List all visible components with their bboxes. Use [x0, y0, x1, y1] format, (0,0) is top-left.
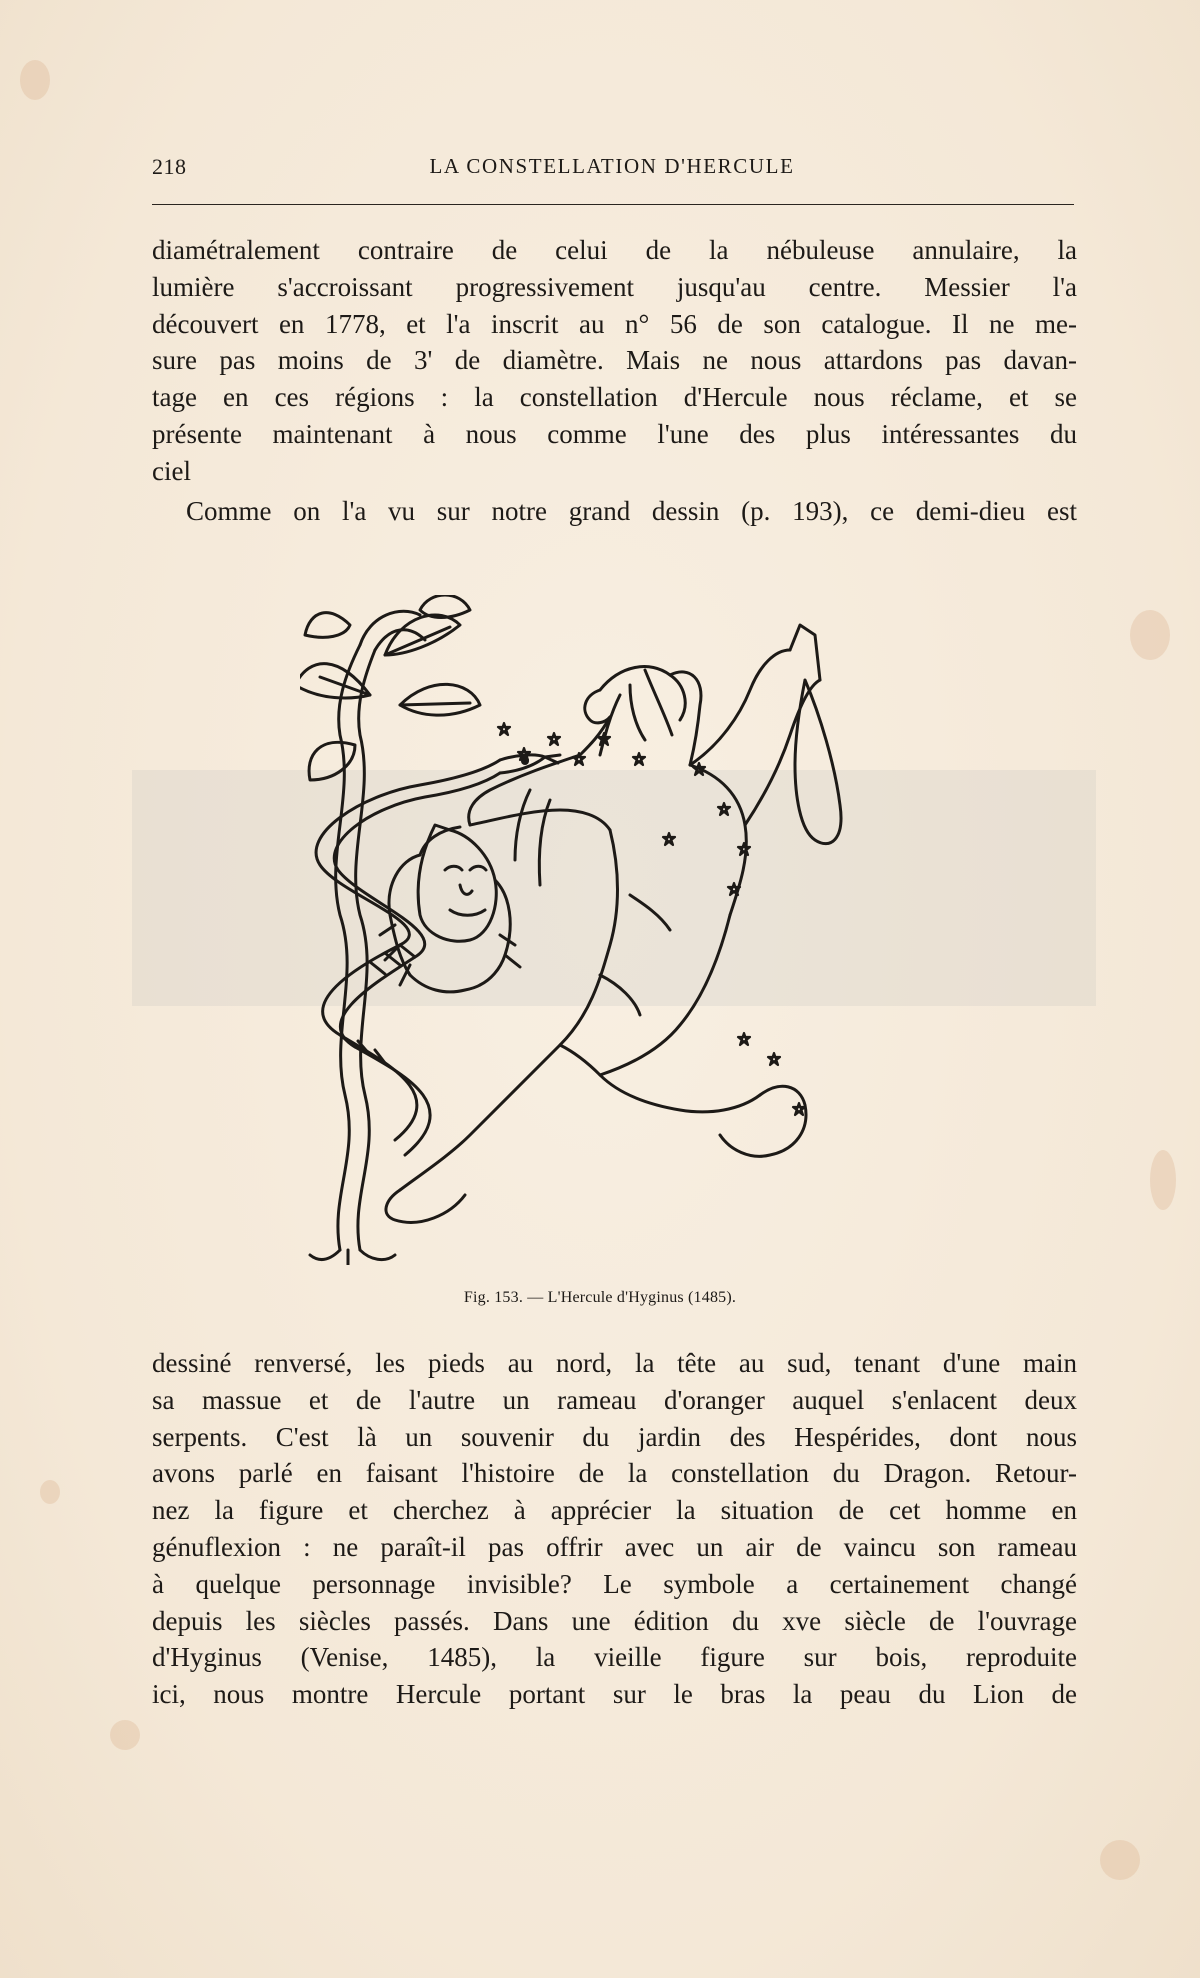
foxing-stain	[20, 60, 50, 100]
text-line: sa massue et de l'autre un rameau d'oranger auquel s'enlacent deux	[152, 1384, 1077, 1415]
text-line: découvert en 1778, et l'a inscrit au n° 56 de son catalogue. Il ne me-	[152, 308, 1077, 339]
text-line: diamétralement contraire de celui de la nébuleuse annulaire, la	[152, 235, 1077, 265]
constellation-stars	[498, 723, 805, 1115]
text-line: sure pas moins de 3' de diamètre. Mais ne nous attardons pas davan-	[152, 345, 1077, 376]
text-line: ciel	[152, 455, 191, 486]
foxing-stain	[1100, 1840, 1140, 1880]
text-line: tage en ces régions : la constellation d'Hercule nous réclame, et se	[152, 382, 1077, 413]
page-header	[152, 150, 1072, 190]
foxing-stain	[1130, 610, 1170, 660]
foxing-stain	[110, 1720, 140, 1750]
text-line: depuis les siècles passés. Dans une édition du xve siècle de l'ouvrage	[152, 1605, 1077, 1636]
text-line: nez la figure et cherchez à apprécier la situation de cet homme en	[152, 1495, 1077, 1526]
paragraph-2	[152, 493, 1077, 530]
text-line: dessiné renversé, les pieds au nord, la tête au sud, tenant d'une main	[152, 1348, 1077, 1378]
text-line: avons parlé en faisant l'histoire de la constellation du Dragon. Retour-	[152, 1458, 1077, 1489]
text-line: à quelque personnage invisible? Le symbole a certainement changé	[152, 1568, 1077, 1599]
foxing-stain	[1150, 1150, 1176, 1210]
paragraph-3	[152, 1345, 1077, 1713]
running-title: LA CONSTELLATION D'HERCULE	[429, 154, 795, 178]
figure-caption: Fig. 153. — L'Hercule d'Hyginus (1485).	[463, 1289, 737, 1306]
text-line: présente maintenant à nous comme l'une des plus intéressantes du	[152, 418, 1077, 449]
text-line: lumière s'accroissant progressivement jusqu'au centre. Messier l'a	[152, 271, 1077, 302]
header-rule	[152, 204, 1074, 205]
text-line: ici, nous montre Hercule portant sur le bras la peau du Lion de	[152, 1679, 1077, 1710]
text-line: génuflexion : ne paraît-il pas offrir avec un air de vaincu son rameau	[152, 1531, 1077, 1562]
paragraph-1	[152, 232, 1077, 490]
woodcut-hercules-illustration	[300, 595, 940, 1265]
text-line: d'Hyginus (Venise, 1485), la vieille figure sur bois, reproduite	[152, 1642, 1077, 1673]
foxing-stain	[40, 1480, 60, 1504]
page-number: 218	[152, 154, 187, 179]
text-line: Comme on l'a vu sur notre grand dessin (p. 193), ce demi-dieu est	[186, 496, 1077, 526]
text-line: serpents. C'est là un souvenir du jardin des Hespérides, dont nous	[152, 1421, 1077, 1452]
